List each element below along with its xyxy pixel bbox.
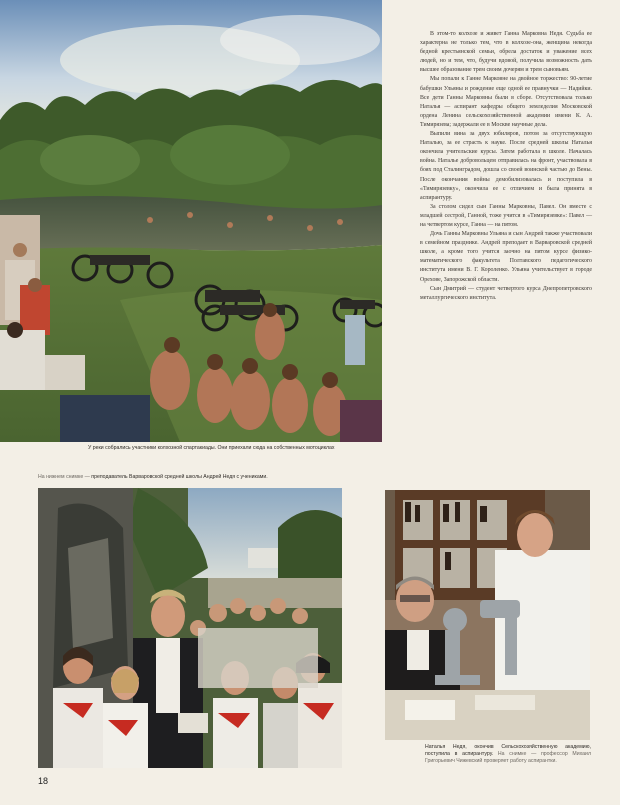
caption-main: Наталья Недя, окончив Сельскохозяйственную академию, поступила в аспирантуру. xyxy=(425,744,591,758)
caption-top-photo: У реки собрались участники колхозной спартакиады. Они приехали сюда на собственных мотоциклах xyxy=(88,445,335,451)
caption-bottom-right-photo xyxy=(425,744,591,766)
photo-teacher-with-pupils xyxy=(38,488,342,768)
caption-prefix: На нижнем снимке — xyxy=(38,474,90,480)
article-paragraph: Сын Дмитрий — студент четвертого курса Днепропетровского металлургического института. xyxy=(420,285,592,301)
article-paragraph: Мы попали к Ганне Марковне на двойное торжество: 90-летие бабушки Ульяны и рождение еще одной ее правнучки — Надийки. Все дети Ганны Марковны были в сборе. Отсутствовала только Наталья — аспирант кафедры общего земледелия Московской ордена Ленина сельскохозяйственной академии имени К. А. Тимирязева; задержали ее в Москве научные дела. xyxy=(420,76,592,128)
photo-laboratory-professor xyxy=(385,490,590,740)
caption-soft: На снимке — профессор Михаил Григорьевич Чижевский проверяет работу аспирантки. xyxy=(425,751,591,765)
article-paragraph: В этом-то колхозе и живет Ганна Марковна Недя. Судьба ее характерна не только тем, что в колхозе-она, женщина некогда бедной крестьянской семьи, обрела достаток и уважение всех людей, но и тем, что, будучи вдовой, получила возможность дать высшее образование трем своим дочерям и трем сыновьям. xyxy=(420,31,592,74)
page-number: 18 xyxy=(38,776,49,786)
caption-main: преподаватель Варваровской средней школы Андрей Недя с учениками. xyxy=(91,474,268,480)
caption-bottom-left-photo xyxy=(38,474,358,481)
photo-river-motorcycles xyxy=(0,0,382,442)
article-paragraph: Дочь Ганны Марковны Ульяна и сын Андрей также участвовали в семейном празднике. Андрей преподает в Варваровской средней школе, а кроме того учится заочно на пятом курсе физико-математического факультета Полтавского педагогического института имени В. Г. Короленко. Ульяна учительствует в городе Орехове, Запорожской области. xyxy=(420,231,592,283)
article-paragraph: Выпили вина за двух юбиляров, потом за отсутствующую Наталью, за ее страсть к науке. После средней школы Наталья окончила учительские курсы. Затем работала в школе. Началась война. Наталье добровольцем отправилась на фронт, участвовала в боях под Сталинградом, дошла со своей воинской частью до Вены. После окончания войны демобилизовалась и поступила в «Тимирязевку», окончила ее с отличием и была принята в аспирантуру. xyxy=(420,131,592,201)
article-paragraph: За столом сидел сын Ганны Марковны, Павел. Он вместе с младшей сестрой, Ганной, тоже учится в «Тимирязевке»: Павел — на четвертом курсе, Ганна — на пятом. xyxy=(420,203,592,228)
article-body xyxy=(420,30,592,303)
